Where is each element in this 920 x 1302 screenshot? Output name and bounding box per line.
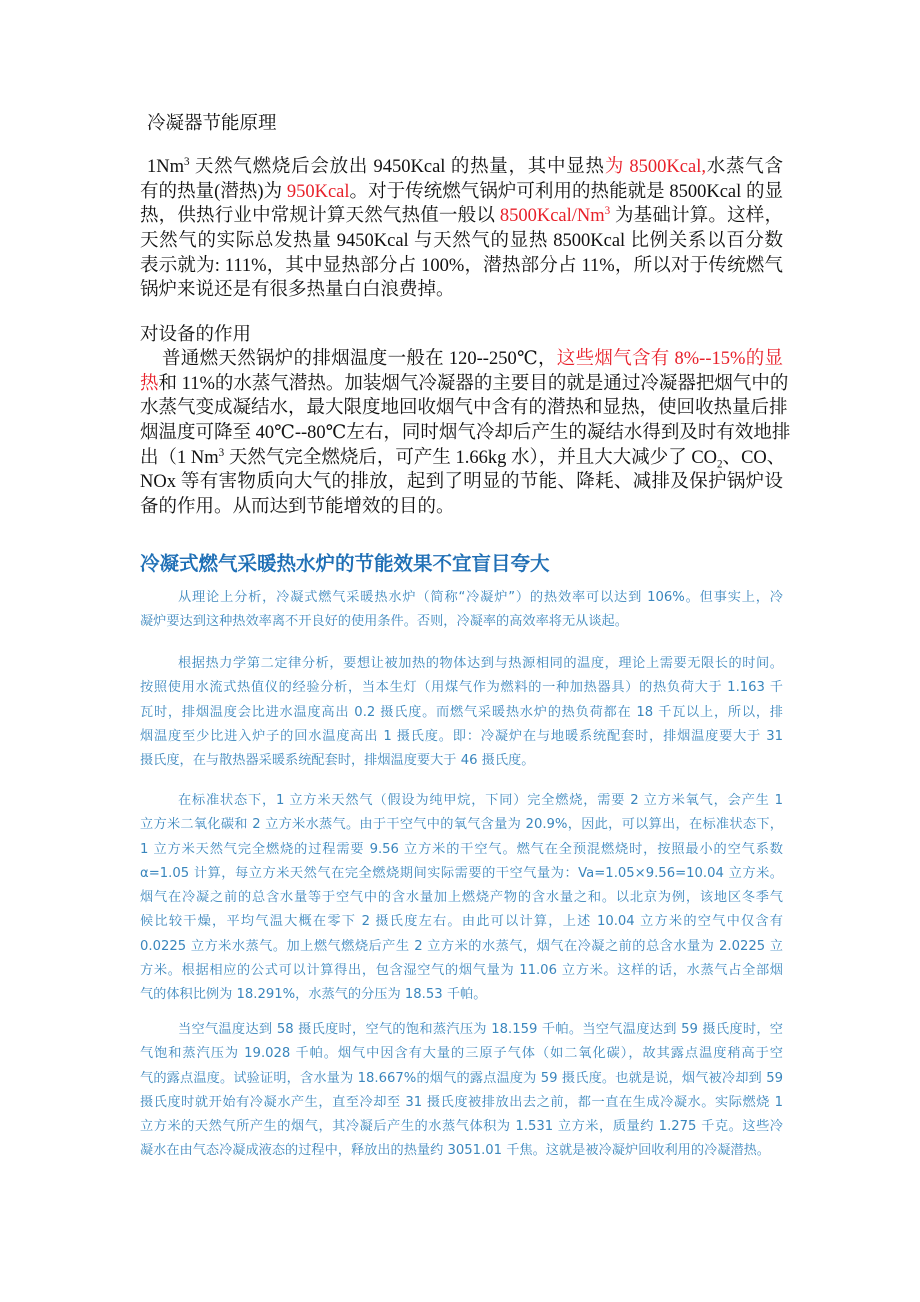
text-segment: 2 [717, 458, 723, 471]
text-line [140, 180, 783, 205]
highlighted-text: 这些烟气含有 8%--15%的显 [556, 349, 783, 369]
highlighted-text: 950Kcal [286, 181, 350, 202]
text-segment: NOx 等有害物质向大气的排放，起到了明显的节能、降耗、减排及保护锅炉设 [140, 472, 783, 493]
text-line: 气的露点温度。试验证明，含水量为 18.667%的烟气的露点温度为 59 摄氏度。也就是说，烟气被冷却到 59 [140, 1070, 783, 1086]
text-line: 摄氏度，在与散热器采暖系统配套时，排烟温度要大于 46 摄氏度。 [140, 753, 535, 769]
article-paragraph [140, 586, 783, 635]
text-line: α=1.05 计算，每立方米天然气在完全燃烧期间实际需要的干空气量为：Va=1.05×9.56=10.04 立方米。 [140, 865, 783, 881]
text-line: 烟温度至少比进入炉子的回水温度高出 1 摄氏度。即：冷凝炉在与地暖系统配套时，排烟温度要大于 31 [140, 728, 783, 744]
text-segment: 1Nm [147, 157, 184, 177]
text-line: 烟气在冷凝之前的总含水量等于空气中的含水量加上燃烧产物的含水量之和。以北京为例，该地区冬季气 [140, 890, 783, 906]
highlighted-text: 热 [140, 373, 159, 394]
text-segment: 锅炉来说还是有很多热量白白浪费掉。 [140, 280, 455, 301]
text-line: 0.0225 立方米水蒸气。加上燃气燃烧后产生 2 立方米的水蒸气，烟气在冷凝之前的总含水量为 2.0225 立 [140, 938, 783, 954]
text-line: 气的体积比例为 18.291%，水蒸气的分压为 18.53 千帕。 [140, 987, 487, 1003]
text-line [140, 421, 791, 446]
paragraph-heat-values [140, 155, 783, 303]
text-segment: 有的热量(潜热)为 [140, 181, 287, 202]
section-title-condenser-principle [140, 112, 783, 137]
text-segment: 普通燃天然锅炉的排烟温度一般在 120--250℃， [162, 349, 557, 369]
text-segment: 热，供热行业中常规计算天然气热值一般以 [140, 206, 500, 227]
text-line: 当空气温度达到 58 摄氏度时，空气的饱和蒸汽压为 18.159 千帕。当空气温度达到 59 摄氏度时，空 [178, 1022, 783, 1037]
text-segment: 为基础计算。这样， [610, 206, 783, 227]
article-heading [140, 548, 783, 576]
highlighted-text: 8500Kcal/Nm [499, 206, 605, 227]
article-paragraph [140, 789, 783, 1008]
text-line [140, 229, 783, 254]
text-segment: 3 [218, 446, 225, 459]
text-line: 1 立方米天然气完全燃烧的过程需要 9.56 立方米的干空气。燃气在全预混燃烧时，按照最小的空气系数 [140, 841, 783, 857]
text-line [140, 446, 786, 471]
text-line [140, 495, 783, 520]
text-line: 摄氏度时就开始有冷凝水产生，直至冷却至 31 摄氏度被排放出去之前，都一直在生成冷凝水。实际燃烧 1 [140, 1094, 783, 1110]
title-text: 对设备的作用 [140, 325, 252, 345]
text-segment: 天然气燃烧后会放出 9450Kcal 的热量，其中显热 [189, 157, 605, 177]
highlighted-text: 3 [604, 205, 611, 218]
text-line [140, 155, 783, 180]
text-line [140, 372, 789, 397]
text-line: 立方米二氧化碳和 2 立方米水蒸气。由于干空气中的氧气含量为 20.9%，因此，可以算出，在标准状态下， [140, 817, 783, 833]
article-paragraph [140, 1018, 783, 1164]
text-segment: 和 11%的水蒸气潜热。加装烟气冷凝器的主要目的就是通过冷凝器把烟气中的 [158, 373, 789, 394]
text-line: 在标准状态下，1 立方米天然气（假设为纯甲烷，下同）完全燃烧，需要 2 立方米氧气，会产生 1 [178, 793, 783, 808]
text-segment: 天然气完全燃烧后，可产生 1.66kg 水），并且大大减少了 CO [224, 447, 718, 468]
text-line: 从理论上分析，冷凝式燃气采暖热水炉（简称“冷凝炉”）的热效率可以达到 106%。但事实上，冷 [178, 590, 783, 605]
text-segment: 备的作用。从而达到节能增效的目的。 [140, 497, 455, 518]
text-segment: 表示就为: 111%，其中显热部分占 100%，潜热部分占 11%，所以对于传统燃气 [140, 255, 783, 276]
text-line [140, 470, 783, 495]
text-segment: 天然气的实际总发热量 9450Kcal 与天然气的显热 8500Kcal 比例关系以百分数 [140, 231, 783, 252]
article-paragraph [140, 652, 783, 773]
text-segment: 。对于传统燃气锅炉可利用的热能就是 8500Kcal 的显 [349, 181, 783, 202]
text-segment: 水蒸气变成凝结水，最大限度地回收烟气中含有的潜热和显热，使回收热量后排 [140, 398, 788, 419]
text-line: 凝炉要达到这种热效率离不开良好的使用条件。否则，冷凝率的高效率将无从谈起。 [140, 614, 628, 630]
text-line: 按照使用水流式热值仪的经验分析，当本生灯（用煤气作为燃料的一种加热器具）的热负荷大于 1.163 千 [140, 680, 783, 696]
section-title-equipment-role [140, 323, 783, 348]
text-line: 瓦时，排烟温度会比进水温度高出 0.2 摄氏度。而燃气采暖热水炉的热负荷都在 18 千瓦以上，所以，排 [140, 704, 783, 720]
text-line: 凝水在由气态冷凝成液态的过程中，释放出的热量约 3051.01 千焦。这就是被冷凝炉回收利用的冷凝潜热。 [140, 1143, 770, 1159]
text-line: 方米。根据相应的公式可以计算得出，包含湿空气的烟气量为 11.06 立方米。这样的话，水蒸气占全部烟 [140, 963, 783, 979]
heading-text: 冷凝式燃气采暖热水炉的节能效果不宜盲目夸大 [140, 552, 550, 575]
text-line [140, 347, 783, 372]
text-segment: 水蒸气含 [705, 157, 783, 177]
text-line: 立方米的天然气所产生的烟气，其冷凝后产生的水蒸气体积为 1.531 立方米，质量约 1.275 千克。这些冷 [140, 1119, 783, 1135]
text-segment: 出（1 Nm [140, 447, 219, 468]
highlighted-text: 为 8500Kcal, [604, 157, 706, 177]
text-line: 根据热力学第二定律分析，要想让被加热的物体达到与热源相同的温度，理论上需要无限长的时间。 [178, 656, 783, 671]
text-line [140, 396, 788, 421]
paragraph-equipment-role [140, 347, 791, 520]
text-line [140, 278, 783, 303]
text-segment: 烟温度可降至 40℃--80℃左右，同时烟气冷却后产生的凝结水得到及时有效地排 [140, 423, 791, 444]
text-segment: 、CO、 [722, 447, 786, 468]
text-line [140, 204, 783, 229]
text-line [140, 254, 783, 279]
text-line: 候比较干燥，平均气温大概在零下 2 摄氏度左右。由此可以计算，上述 10.04 立方米的空气中仅含有 [140, 914, 783, 930]
title-text: 冷凝器节能原理 [147, 114, 277, 134]
text-line: 气饱和蒸汽压为 19.028 千帕。烟气中因含有大量的三原子气体（如二氧化碳），故其露点温度稍高于空 [140, 1046, 783, 1062]
text-segment: 3 [184, 155, 190, 168]
